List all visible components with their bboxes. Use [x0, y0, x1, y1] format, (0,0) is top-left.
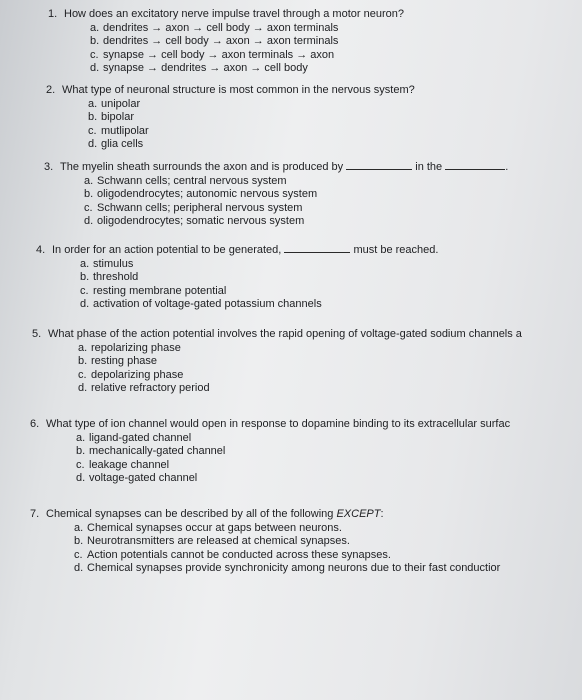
question-text: What type of ion channel would open in response to dopamine binding to its extracellular surfac: [46, 418, 511, 430]
question-number: 5.: [32, 328, 42, 340]
question-6: [30, 418, 510, 486]
answer-blank: [445, 160, 505, 170]
option-c: c. synapse → cell body → axon terminals → axon: [90, 48, 335, 61]
question-text: What phase of the action potential involves the rapid opening of voltage-gated sodium channels a: [48, 328, 522, 340]
question-3: [44, 160, 508, 229]
emphasis-except: EXCEPT: [336, 508, 381, 520]
option-a: a. Schwann cells; central nervous system: [84, 174, 287, 187]
question-text: How does an excitatory nerve impulse travel through a motor neuron?: [64, 8, 404, 20]
option-d: d. relative refractory period: [78, 382, 210, 395]
question-4: [36, 243, 438, 312]
answer-blank: [284, 243, 350, 253]
option-b: b. oligodendrocytes; autonomic nervous system: [84, 188, 318, 201]
question-5: [32, 328, 522, 396]
question-4-stem: 4. In order for an action potential to be generated, must be reached.: [36, 244, 439, 256]
options-list: [80, 258, 438, 312]
option-d: d. oligodendrocytes; somatic nervous system: [84, 215, 305, 228]
options-list: [88, 98, 415, 152]
option-c: c. resting membrane potential: [80, 284, 227, 297]
option-c: c. Schwann cells; peripheral nervous system: [84, 201, 303, 214]
question-2-stem: [46, 84, 415, 98]
question-3-stem: 3. The myelin sheath surrounds the axon and is produced by in the .: [44, 161, 509, 173]
option-c: c. depolarizing phase: [78, 368, 184, 381]
question-6-stem: [30, 418, 510, 432]
option-b: b. Neurotransmitters are released at chemical synapses.: [74, 535, 350, 548]
option-a: a. Chemical synapses occur at gaps between neurons.: [74, 521, 342, 534]
options-list: [84, 175, 508, 229]
options-list: [76, 432, 510, 486]
question-7: [30, 508, 500, 576]
option-d: d. voltage-gated channel: [76, 472, 198, 485]
options-list: [74, 522, 500, 576]
option-a: a. unipolar: [88, 97, 141, 110]
option-b: b. threshold: [80, 271, 139, 284]
options-list: [90, 22, 404, 76]
option-a: a. ligand-gated channel: [76, 431, 192, 444]
question-number: 4.: [36, 244, 46, 256]
question-7-stem: 7. Chemical synapses can be described by all of the following EXCEPT:: [30, 508, 384, 520]
question-number: 1.: [48, 8, 58, 20]
question-5-stem: [32, 328, 522, 342]
options-list: [78, 342, 522, 396]
question-1-stem: [48, 8, 404, 22]
option-a: a. repolarizing phase: [78, 341, 181, 354]
question-number: 7.: [30, 508, 40, 520]
question-2: [46, 84, 415, 152]
option-b: b. dendrites → cell body → axon → axon terminals: [90, 35, 339, 48]
option-b: b. resting phase: [78, 355, 158, 368]
option-c: c. Action potentials cannot be conducted across these synapses.: [74, 548, 391, 561]
option-b: b. bipolar: [88, 111, 135, 124]
option-d: d. Chemical synapses provide synchronicity among neurons due to their fast conductior: [74, 562, 501, 575]
option-d: d. synapse → dendrites → axon → cell body: [90, 62, 308, 75]
question-text: What type of neuronal structure is most common in the nervous system?: [62, 84, 415, 96]
option-d: d. glia cells: [88, 138, 144, 151]
question-1: [48, 8, 404, 76]
question-number: 6.: [30, 418, 40, 430]
question-number: 2.: [46, 84, 56, 96]
option-c: c. mutlipolar: [88, 124, 149, 137]
option-a: a. stimulus: [80, 257, 134, 270]
question-number: 3.: [44, 161, 54, 173]
option-a: a. dendrites → axon → cell body → axon terminals: [90, 21, 339, 34]
answer-blank: [346, 160, 412, 170]
option-d: d. activation of voltage-gated potassium channels: [80, 298, 322, 311]
option-b: b. mechanically-gated channel: [76, 445, 226, 458]
option-c: c. leakage channel: [76, 458, 170, 471]
